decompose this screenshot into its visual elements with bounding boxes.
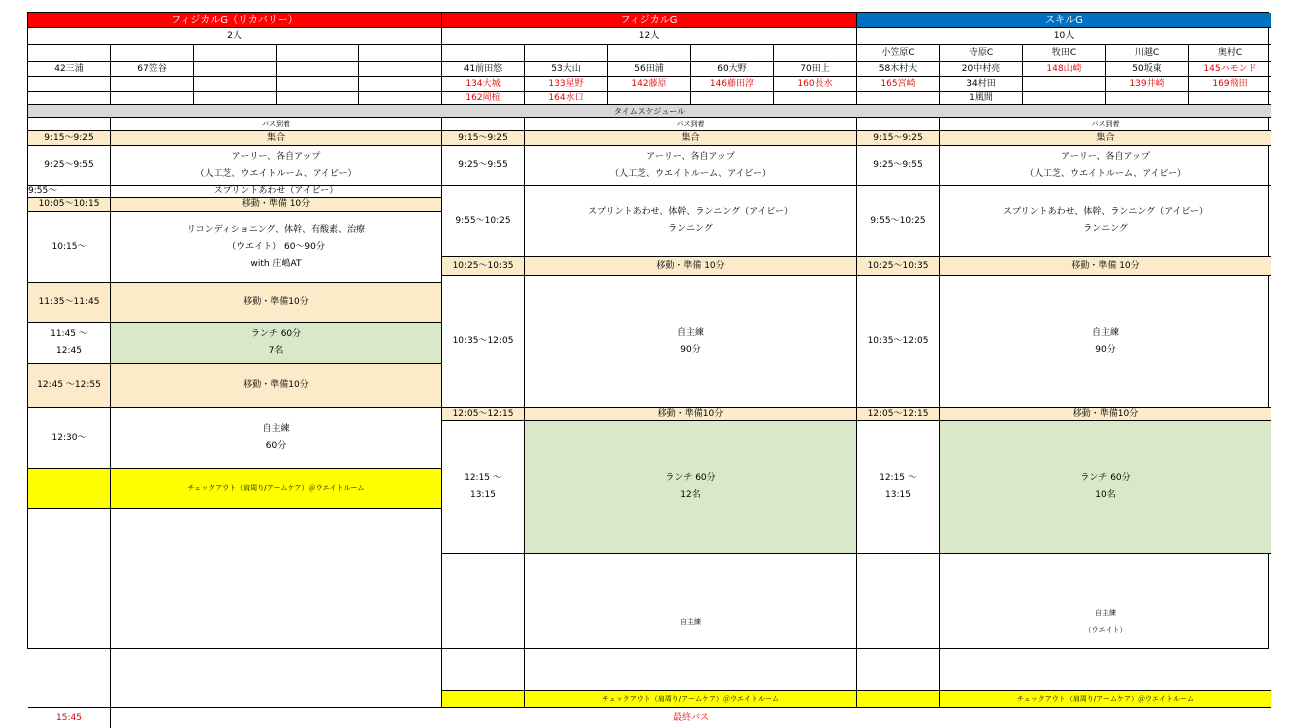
sprint-block: [525, 186, 857, 257]
checkout-block: チェックアウト（肩周り/アームケア）＠ウエイトルーム: [940, 691, 1271, 708]
sprint-line1: スプリントあわせ、体幹、ランニング（アイビー）: [587, 207, 794, 217]
lunch-headcount: 7名: [268, 346, 284, 356]
transition-block: 移動・準備 10分: [525, 257, 857, 276]
empty-cell: [194, 77, 277, 92]
lunch-block: [940, 421, 1271, 554]
transition-block: 移動・準備10分: [940, 408, 1271, 421]
afternoon-self-practice: 自主練: [525, 554, 857, 691]
time-slot: [442, 421, 525, 554]
time-slot-start: 11:45 ～: [50, 329, 88, 339]
coach-name: 寺原C: [940, 45, 1023, 62]
time-slot: 10:15～: [28, 212, 111, 283]
empty-cell: [28, 45, 111, 62]
player-name: 160長水: [774, 77, 857, 92]
player-name: 53大山: [525, 62, 608, 77]
reconditioning-block: [111, 212, 442, 283]
player-name: 67笠谷: [111, 62, 194, 77]
time-slot: 9:25～9:55: [857, 146, 940, 186]
empty-cell: [194, 92, 277, 105]
time-slot: 9:25～9:55: [28, 146, 111, 186]
sprint-line2: ランニング: [668, 224, 713, 234]
time-slot: 10:35～12:05: [442, 276, 525, 408]
time-slot: [28, 323, 111, 364]
player-name: 50坂東: [1106, 62, 1189, 77]
time-slot-start: 12:15 ～: [879, 473, 917, 483]
player-name: 56田浦: [608, 62, 691, 77]
player-name: 20中村亮: [940, 62, 1023, 77]
empty-cell: [1023, 92, 1106, 105]
gather-block: 集合: [111, 131, 442, 146]
empty-cell: [28, 92, 111, 105]
coach-name: 牧田C: [1023, 45, 1106, 62]
lunch-duration: ランチ 60分: [250, 329, 302, 339]
empty-cell: [111, 92, 194, 105]
time-slot: 11:35～11:45: [28, 283, 111, 323]
time-slot: [857, 421, 940, 554]
empty-cell: [359, 45, 442, 62]
empty-cell: [277, 45, 359, 62]
player-name: 58木村大: [857, 62, 940, 77]
self-practice-label: 自主練: [262, 424, 290, 434]
time-slot: 9:55～: [28, 186, 111, 198]
self-practice-duration: 90分: [1095, 344, 1116, 355]
reconditioning-line2: （ウエイト） 60～90分: [227, 241, 325, 252]
time-slot: 12:05～12:15: [442, 408, 525, 421]
empty-cell: [691, 45, 774, 62]
time-slot: 12:45 ～12:55: [28, 364, 111, 408]
transition-block: 移動・準備10分: [111, 283, 442, 323]
early-warmup-line2: （人工芝、ウエイトルーム、アイビー）: [609, 168, 772, 179]
player-name: 41前田悠: [442, 62, 525, 77]
sprint-line2: ランニング: [1083, 224, 1128, 234]
coach-name: 奥村C: [1189, 45, 1271, 62]
empty-cell: [28, 509, 111, 708]
player-name: 169飛田: [1189, 77, 1271, 92]
empty-cell: [774, 45, 857, 62]
group-count-skill: 10人: [857, 28, 1271, 45]
empty-cell: [194, 62, 277, 77]
empty-cell: [691, 92, 774, 105]
time-slot: 9:55～10:25: [442, 186, 525, 257]
empty-cell: [111, 77, 194, 92]
lunch-duration: ランチ 60分: [665, 473, 716, 483]
player-name: 145ハモンド: [1189, 62, 1271, 77]
empty-cell: [525, 45, 608, 62]
reconditioning-line1: リコンディショニング、体幹、有酸素、治療: [186, 224, 366, 235]
checkout-block: チェックアウト（肩周り/アームケア）＠ウエイトルーム: [111, 469, 442, 509]
empty-cell: [442, 45, 525, 62]
lunch-headcount: 12名: [680, 490, 701, 500]
time-slot-end: 12:45: [56, 346, 82, 356]
schedule-sheet: [27, 12, 1269, 723]
coach-name: 川越C: [1106, 45, 1189, 62]
player-name: 134大城: [442, 77, 525, 92]
reconditioning-line3: with 庄嶋AT: [250, 258, 302, 269]
bus-arrival: バス到着: [525, 118, 857, 131]
lunch-block: [525, 421, 857, 554]
time-slot-end: 13:15: [885, 490, 911, 500]
gather-block: 集合: [940, 131, 1271, 146]
player-name: 139井崎: [1106, 77, 1189, 92]
player-name: 133星野: [525, 77, 608, 92]
self-practice-duration: 60分: [265, 441, 287, 451]
player-name: 164水口: [525, 92, 608, 105]
empty-cell: [359, 62, 442, 77]
early-warmup-block: [111, 146, 442, 186]
player-name: 34村田: [940, 77, 1023, 92]
empty-cell: [442, 691, 525, 708]
group-header-physical: フィジカルG: [442, 13, 857, 28]
final-bus-time: 15:45: [28, 708, 111, 728]
empty-cell: [277, 77, 359, 92]
empty-cell: [857, 92, 940, 105]
early-warmup-line1: アーリー、各自アップ: [231, 151, 321, 162]
self-practice-duration: 90分: [680, 344, 701, 355]
checkout-block: チェックアウト（肩周り/アームケア）＠ウエイトルーム: [525, 691, 857, 708]
empty-cell: [442, 118, 525, 131]
player-name: 1風間: [940, 92, 1023, 105]
time-slot: 10:25～10:35: [442, 257, 525, 276]
player-name: 142藤原: [608, 77, 691, 92]
time-slot: 10:35～12:05: [857, 276, 940, 408]
empty-cell: [28, 118, 111, 131]
empty-cell: [774, 92, 857, 105]
time-slot: 9:15～9:25: [28, 131, 111, 146]
early-warmup-block: [525, 146, 857, 186]
transition-block: 移動・準備10分: [525, 408, 857, 421]
time-slot: 9:55～10:25: [857, 186, 940, 257]
self-practice-block: [940, 276, 1271, 408]
player-name: 148山崎: [1023, 62, 1106, 77]
coach-name: 小笠原C: [857, 45, 940, 62]
empty-cell: [857, 554, 940, 691]
self-practice-label: 自主練: [676, 327, 704, 338]
sprint-block: スプリントあわせ（アイビー）: [111, 186, 442, 198]
schedule-title: タイムスケジュール: [28, 105, 1271, 118]
self-practice-block: [111, 408, 442, 469]
empty-cell: [608, 45, 691, 62]
player-name: 162岡椬: [442, 92, 525, 105]
player-name: 165宮崎: [857, 77, 940, 92]
time-slot: 9:15～9:25: [442, 131, 525, 146]
empty-cell: [1106, 92, 1189, 105]
early-warmup-line2: （人工芝、ウエイトルーム、アイビー）: [195, 168, 357, 179]
time-slot: 9:25～9:55: [442, 146, 525, 186]
transition-block: 移動・準備 10分: [940, 257, 1271, 276]
sprint-line1: スプリントあわせ、体幹、ランニング（アイビー）: [1002, 207, 1209, 217]
empty-cell: [608, 92, 691, 105]
empty-cell: [28, 77, 111, 92]
afternoon-self-practice: [940, 554, 1271, 691]
empty-cell: [857, 691, 940, 708]
bus-arrival: バス到着: [111, 118, 442, 131]
empty-cell: [277, 92, 359, 105]
afternoon-self-practice-location: （ウエイト）: [1084, 626, 1127, 634]
sprint-block: [940, 186, 1271, 257]
self-practice-label: 自主練: [1091, 327, 1119, 338]
group-count-physical: 12人: [442, 28, 857, 45]
lunch-headcount: 10名: [1095, 490, 1116, 500]
player-name: 146藤田淳: [691, 77, 774, 92]
empty-cell: [1023, 77, 1106, 92]
empty-cell: [28, 469, 111, 509]
lunch-block: [111, 323, 442, 364]
bus-arrival: バス到着: [940, 118, 1271, 131]
transition-block: 移動・準備10分: [111, 364, 442, 408]
player-name: 42三浦: [28, 62, 111, 77]
time-slot: 10:25～10:35: [857, 257, 940, 276]
time-slot: 12:30～: [28, 408, 111, 469]
lunch-duration: ランチ 60分: [1080, 473, 1131, 483]
empty-cell: [111, 45, 194, 62]
empty-cell: [359, 77, 442, 92]
group-header-physical-recovery: フィジカルG（リカバリー）: [28, 13, 442, 28]
empty-cell: [111, 509, 442, 708]
time-slot: 12:05～12:15: [857, 408, 940, 421]
time-slot: 9:15～9:25: [857, 131, 940, 146]
early-warmup-line1: アーリー、各自アップ: [1061, 151, 1150, 162]
time-slot-end: 13:15: [470, 490, 496, 500]
time-slot-start: 12:15 ～: [464, 473, 502, 483]
empty-cell: [277, 62, 359, 77]
empty-cell: [359, 92, 442, 105]
early-warmup-block: [940, 146, 1271, 186]
group-header-skill: スキルG: [857, 13, 1271, 28]
player-name: 70田上: [774, 62, 857, 77]
empty-cell: [442, 554, 525, 691]
early-warmup-line2: （人工芝、ウエイトルーム、アイビー）: [1024, 168, 1187, 179]
empty-cell: [857, 118, 940, 131]
group-count-physical-recovery: 2人: [28, 28, 442, 45]
player-name: 60大野: [691, 62, 774, 77]
transition-block: 移動・準備 10分: [111, 198, 442, 212]
gather-block: 集合: [525, 131, 857, 146]
afternoon-self-practice-label: 自主練: [1095, 609, 1116, 617]
empty-cell: [194, 45, 277, 62]
empty-cell: [1189, 92, 1271, 105]
final-bus-label: 最終バス: [672, 712, 709, 723]
time-slot: 10:05～10:15: [28, 198, 111, 212]
early-warmup-line1: アーリー、各自アップ: [646, 151, 735, 162]
self-practice-block: [525, 276, 857, 408]
